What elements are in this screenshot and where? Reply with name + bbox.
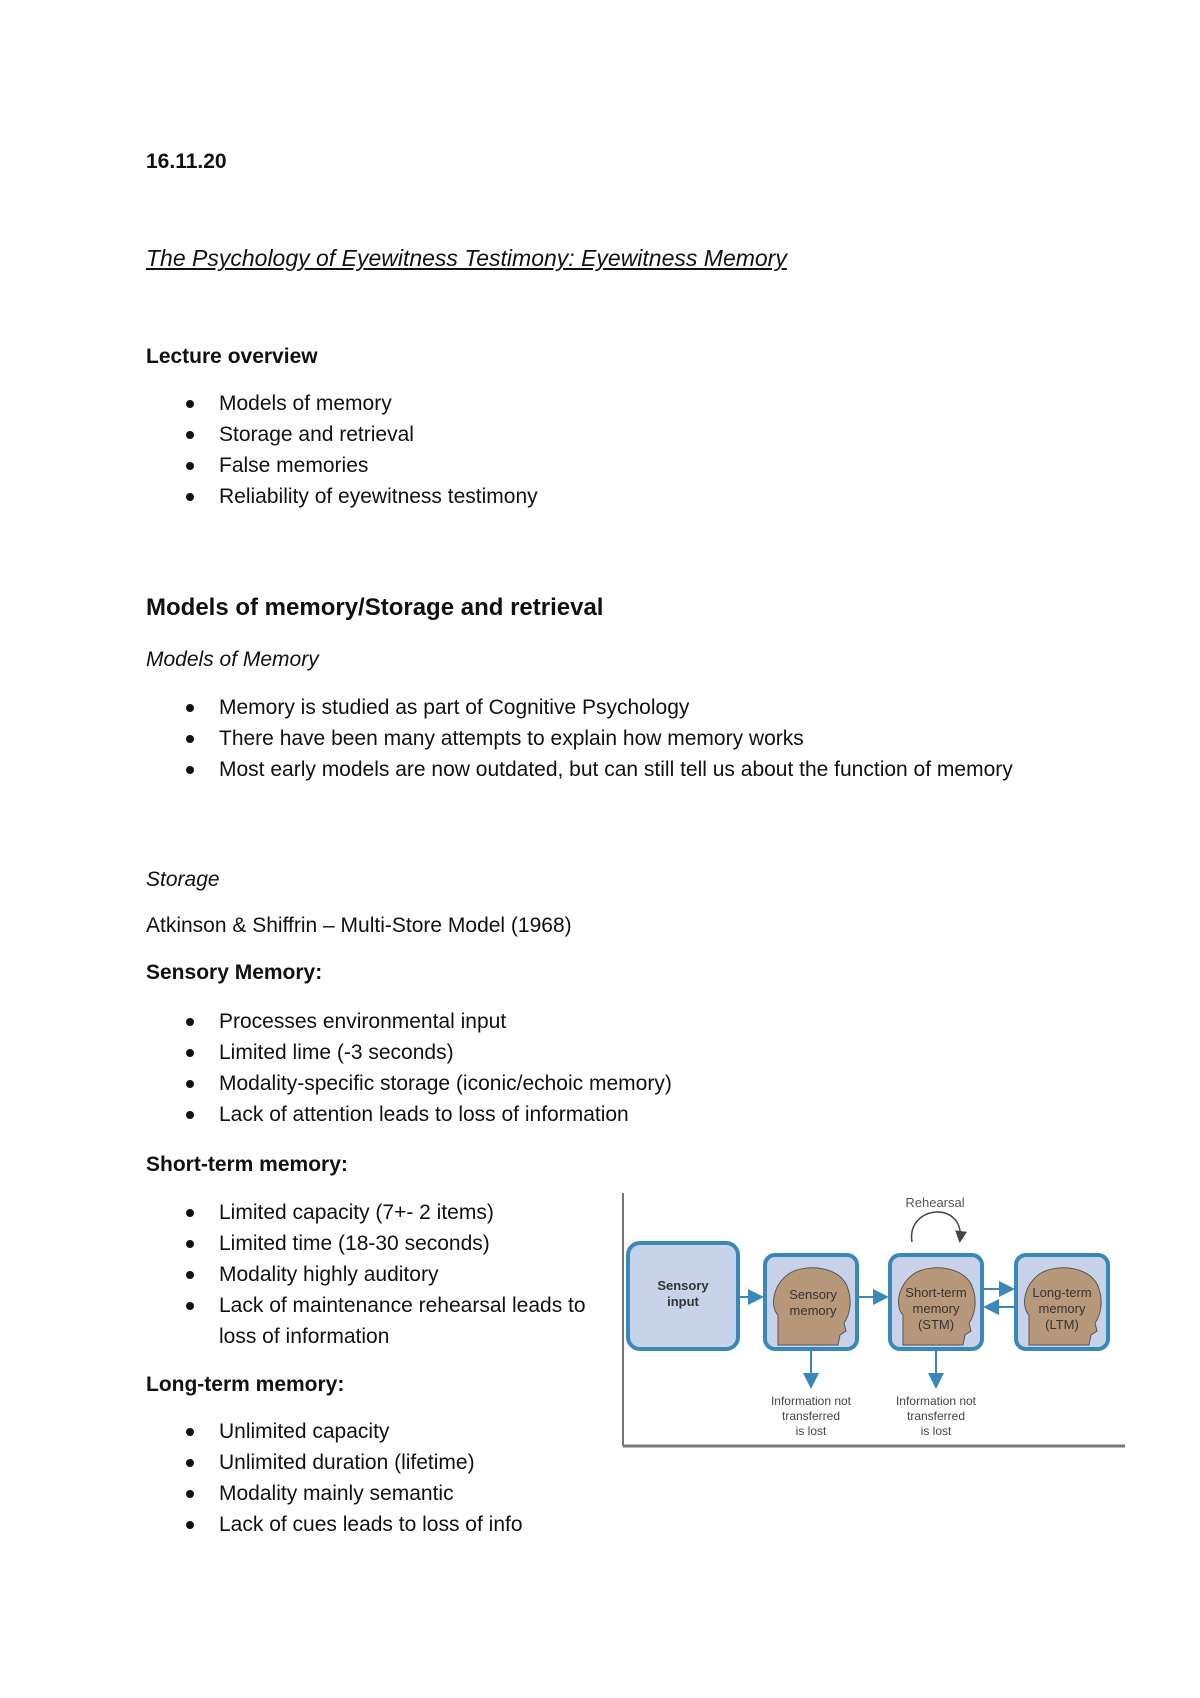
- loss-label: is lost: [795, 1424, 827, 1438]
- section-heading: Models of memory/Storage and retrieval: [146, 594, 604, 621]
- list-item: Most early models are now outdated, but can still tell us about the function of memory: [146, 754, 1026, 785]
- sensory-input-label: input: [667, 1294, 699, 1309]
- models-list: [146, 692, 1026, 785]
- rehearsal-label: Rehearsal: [905, 1195, 965, 1210]
- list-item: False memories: [146, 450, 1046, 481]
- short-term-memory-heading: Short-term memory:: [146, 1153, 348, 1176]
- list-item: There have been many attempts to explain how memory works: [146, 723, 1026, 754]
- list-item: Storage and retrieval: [146, 419, 1046, 450]
- short-term-memory-label: (STM): [917, 1317, 955, 1332]
- storage-subheading: Storage: [146, 868, 220, 891]
- multi-store-model-diagram: [620, 1185, 1130, 1455]
- short-term-memory-label: Short-term: [905, 1285, 967, 1300]
- long-term-memory-label: (LTM): [1045, 1317, 1079, 1332]
- list-item: Unlimited capacity: [146, 1416, 1046, 1447]
- list-item: Modality highly auditory: [146, 1259, 606, 1290]
- sensory-memory-heading: Sensory Memory:: [146, 961, 323, 984]
- list-item: Limited time (18-30 seconds): [146, 1228, 606, 1259]
- model-reference: Atkinson & Shiffrin – Multi-Store Model (1968): [146, 914, 572, 937]
- short-term-memory-list: [146, 1197, 606, 1352]
- long-term-memory-heading: Long-term memory:: [146, 1373, 345, 1396]
- document-date: 16.11.20: [146, 150, 227, 173]
- list-item: Lack of maintenance rehearsal leads to loss of information: [146, 1290, 606, 1352]
- long-term-memory-label: Long-term: [1032, 1285, 1092, 1300]
- list-item: Lack of attention leads to loss of information: [146, 1099, 1046, 1130]
- loss-label: Information not: [895, 1394, 977, 1408]
- document-title: The Psychology of Eyewitness Testimony: Eyewitness Memory: [146, 245, 787, 271]
- lecture-overview-heading: Lecture overview: [146, 345, 318, 368]
- sensory-memory-list: [146, 1006, 1046, 1130]
- list-item: Modality mainly semantic: [146, 1478, 1046, 1509]
- list-item: Modality-specific storage (iconic/echoic memory): [146, 1068, 1046, 1099]
- lecture-overview-list: [146, 388, 1046, 512]
- long-term-memory-label: memory: [1038, 1301, 1086, 1316]
- list-item: Unlimited duration (lifetime): [146, 1447, 1046, 1478]
- list-item: Processes environmental input: [146, 1006, 1046, 1037]
- list-item: Models of memory: [146, 388, 1046, 419]
- rehearsal-arrow: [912, 1212, 961, 1242]
- sensory-input-label: Sensory: [657, 1278, 709, 1293]
- list-item: Memory is studied as part of Cognitive Psychology: [146, 692, 1026, 723]
- loss-label: transferred: [906, 1409, 966, 1423]
- loss-label: transferred: [781, 1409, 841, 1423]
- list-item: Limited lime (-3 seconds): [146, 1037, 1046, 1068]
- list-item: Limited capacity (7+- 2 items): [146, 1197, 606, 1228]
- sensory-memory-label: memory: [789, 1303, 837, 1318]
- loss-label: Information not: [770, 1394, 852, 1408]
- list-item: Reliability of eyewitness testimony: [146, 481, 1046, 512]
- loss-label: is lost: [920, 1424, 952, 1438]
- sensory-memory-label: Sensory: [789, 1287, 837, 1302]
- short-term-memory-label: memory: [912, 1301, 960, 1316]
- models-of-memory-subheading: Models of Memory: [146, 648, 319, 671]
- list-item: Lack of cues leads to loss of info: [146, 1509, 1046, 1540]
